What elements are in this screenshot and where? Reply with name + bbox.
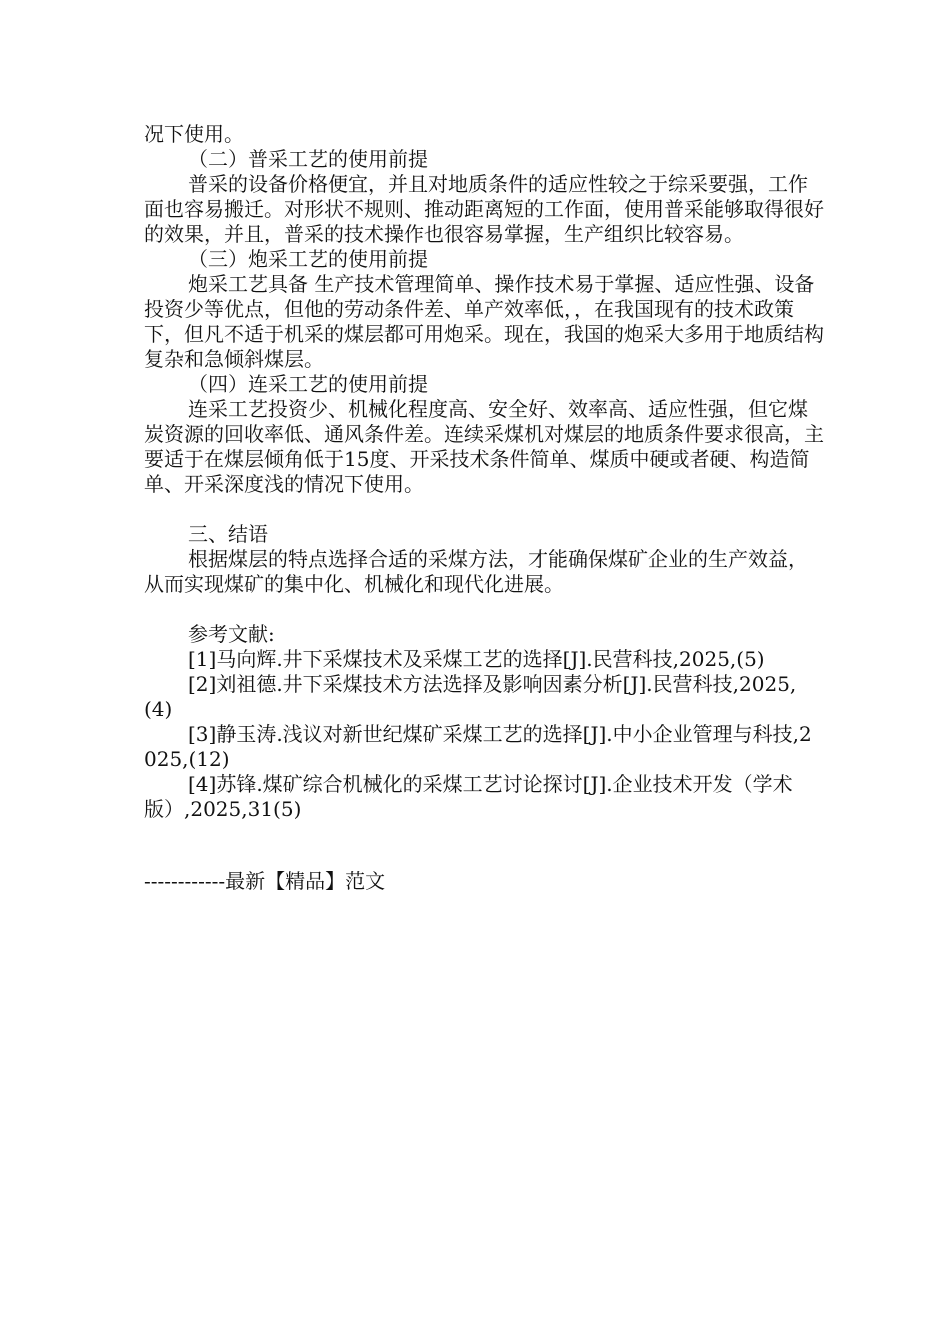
reference-item: [3]静玉涛.浅议对新世纪煤矿采煤工艺的选择[J].中小企业管理与科技,2025,(12)	[144, 722, 812, 771]
spacer	[144, 497, 824, 522]
document-body	[144, 122, 824, 894]
section-heading-2: （二）普采工艺的使用前提	[188, 147, 428, 171]
paragraph-putong-mining: 普采的设备价格便宜，并且对地质条件的适应性较之于综采要强，工作面也容易搬迁。对形状不规则、推动距离短的工作面，使用普采能够取得很好的效果，并且，普采的技术操作也很容易掌握，生产组织比较容易。	[144, 172, 824, 246]
section-heading-4: （四）连采工艺的使用前提	[188, 372, 428, 396]
paragraph-continuous-mining: 连采工艺投资少、机械化程度高、安全好、效率高、适应性强，但它煤炭资源的回收率低、通风条件差。连续采煤机对煤层的地质条件要求很高，主要适于在煤层倾角低于15度、开采技术条件简单、煤质中硬或者硬、构造简单、开采深度浅的情况下使用。	[144, 397, 824, 496]
paragraph-blasting-mining: 炮采工艺具备 生产技术管理简单、操作技术易于掌握、适应性强、设备投资少等优点，但他的劳动条件差、单产效率低，，在我国现有的技术政策下，但凡不适于机采的煤层都可用炮采。现在，我国的炮采大多用于地质结构复杂和急倾斜煤层。	[144, 272, 824, 371]
conclusion-heading: 三、结语	[188, 522, 268, 546]
conclusion-text: 根据煤层的特点选择合适的采煤方法，才能确保煤矿企业的生产效益，从而实现煤矿的集中化、机械化和现代化进展。	[144, 547, 808, 596]
references-heading: 参考文献:	[188, 622, 275, 646]
reference-item: [2]刘祖德.井下采煤技术方法选择及影响因素分析[J].民营科技,2025,(4)	[144, 672, 797, 721]
reference-item: [1]马向辉.井下采煤技术及采煤工艺的选择[J].民营科技,2025,(5)	[188, 647, 765, 671]
spacer	[144, 597, 824, 622]
section-heading-3: （三）炮采工艺的使用前提	[188, 247, 428, 271]
footer-text: ------------最新【精品】范文	[144, 869, 386, 893]
paragraph-continuation: 况下使用。	[144, 122, 244, 146]
reference-item: [4]苏锋.煤矿综合机械化的采煤工艺讨论探讨[J].企业技术开发（学术版）,2025,31(5)	[144, 772, 793, 821]
